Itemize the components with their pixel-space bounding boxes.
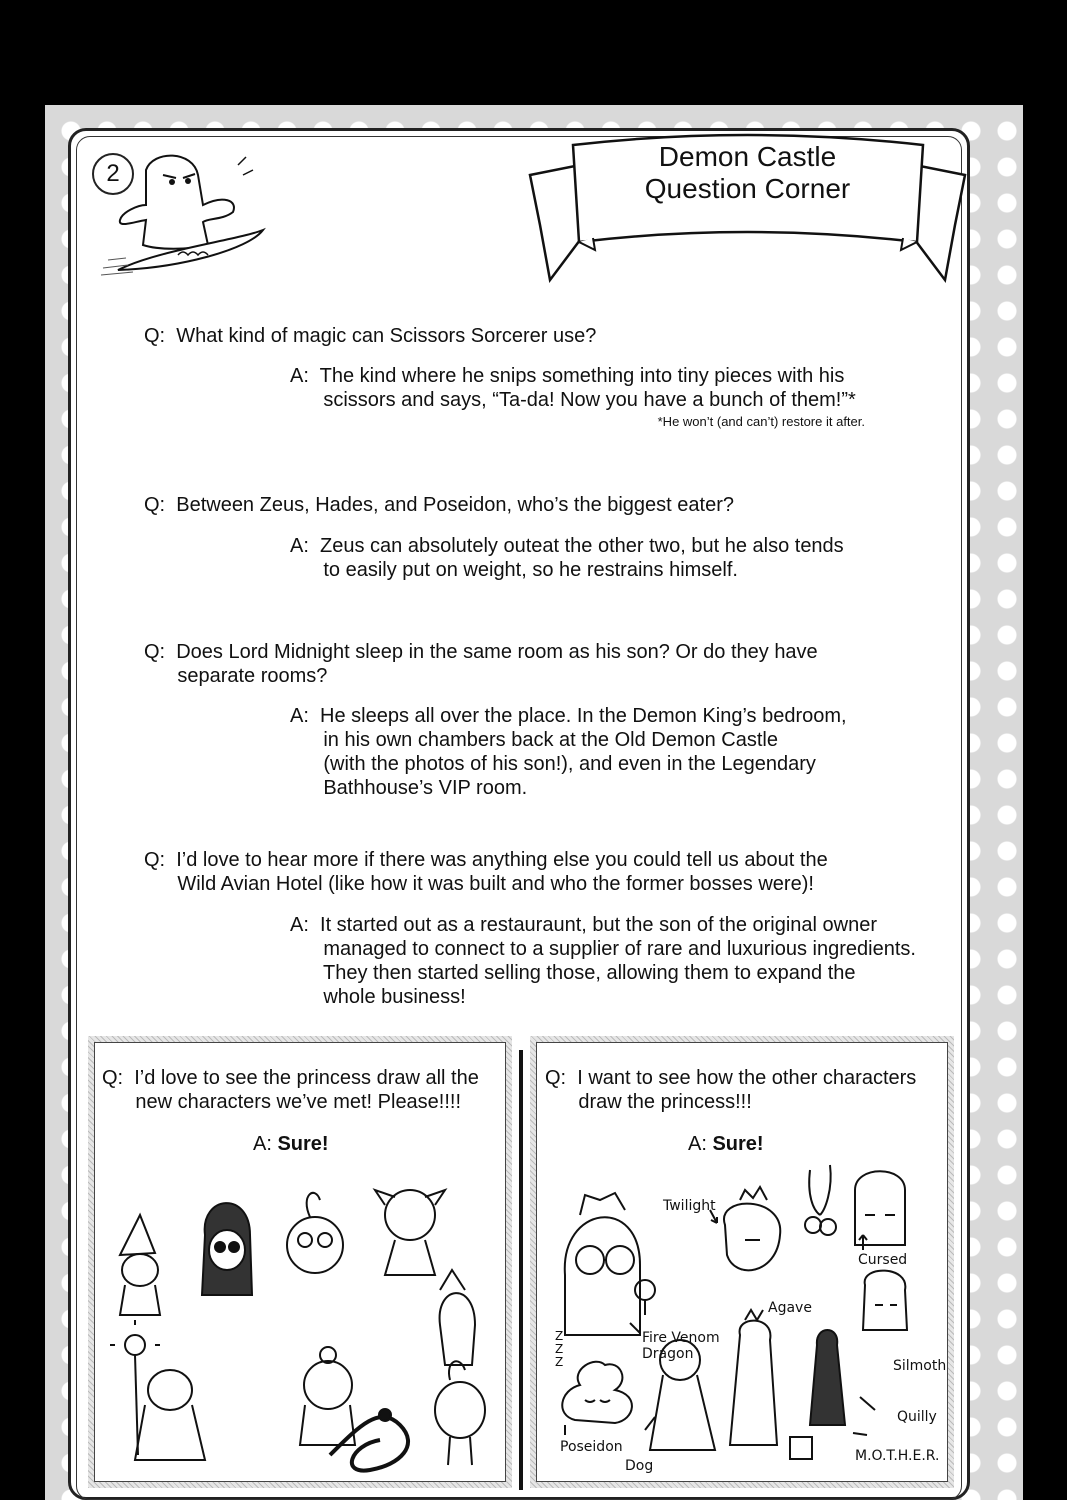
left-box-question: Q: I’d love to see the princess draw all the new characters we’ve met! Please!!!! (102, 1067, 479, 1113)
label-cursed: Cursed (858, 1252, 908, 1268)
other-characters-sketches (545, 1155, 945, 1475)
surfing-mascot-icon (98, 150, 268, 280)
left-box-answer (253, 1132, 329, 1156)
answer-1: A: The kind where he snips something into tiny pieces with his scissors and says, “Ta-da! Now you have a bunch of them!”* (290, 365, 856, 411)
label-mother: M.O.T.H.E.R. (855, 1448, 940, 1464)
label-fire-venom-dragon: Fire Venom Dragon (642, 1330, 720, 1362)
answer-4: A: It started out as a restauraunt, but the son of the original owner managed to connect to a supplier of rare and luxurious ingredients. They then started selling those, allowing them to expand the whole business! (290, 914, 916, 1008)
right-answer-text: Sure! (712, 1133, 764, 1155)
label-twilight: Twilight (663, 1198, 716, 1214)
left-answer-prefix: A: (253, 1133, 272, 1155)
label-dog: Dog (625, 1458, 654, 1474)
label-zzz: Z Z Z (555, 1329, 564, 1369)
right-answer-prefix: A: (688, 1133, 707, 1155)
label-quilly: Quilly (897, 1409, 937, 1425)
section-number: 2 (92, 153, 134, 195)
title-line-2: Question Corner (644, 173, 851, 204)
answer-2: A: Zeus can absolutely outeat the other two, but he also tends to easily put on weight, so he restrains himself. (290, 535, 844, 581)
left-answer-text: Sure! (277, 1133, 329, 1155)
question-2: Q: Between Zeus, Hades, and Poseidon, who’s the biggest eater? (144, 494, 734, 516)
label-poseidon: Poseidon (560, 1439, 623, 1455)
title-line-1: Demon Castle (658, 141, 837, 172)
label-agave: Agave (768, 1300, 812, 1316)
right-box-answer (688, 1132, 764, 1156)
princess-character-sketches (100, 1175, 500, 1480)
box-divider (519, 1050, 523, 1490)
right-box-question: Q: I want to see how the other characters draw the princess!!! (545, 1067, 917, 1113)
footnote-1: *He won’t (and can’t) restore it after. (657, 414, 865, 429)
label-silmoth: Silmoth (893, 1358, 947, 1374)
question-3: Q: Does Lord Midnight sleep in the same room as his son? Or do they have separate rooms? (144, 641, 818, 687)
question-1: Q: What kind of magic can Scissors Sorcerer use? (144, 325, 597, 347)
answer-3: A: He sleeps all over the place. In the Demon King’s bedroom, in his own chambers back at the Old Demon Castle (with the photos of his son!), and even in the Legendary Bathhouse’s VIP room. (290, 705, 847, 799)
question-4: Q: I’d love to hear more if there was anything else you could tell us about the Wild Avian Hotel (like how it was built and who the former bosses were)! (144, 849, 828, 895)
page-title (600, 141, 895, 205)
